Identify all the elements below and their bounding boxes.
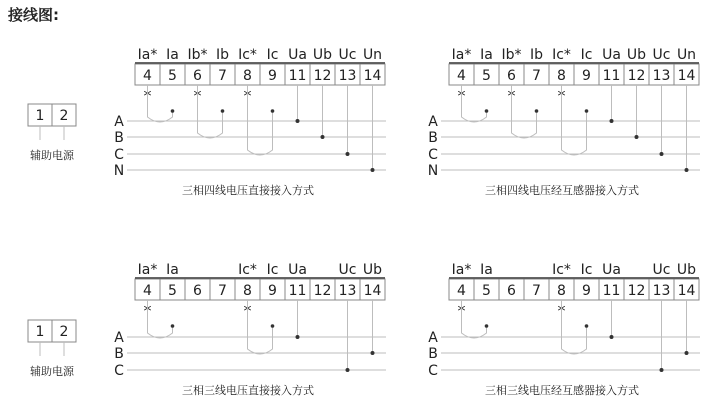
terminal-header-label: Ia xyxy=(480,47,493,63)
wiring-diagram-4 xyxy=(428,262,700,397)
terminal-header-label: Ic xyxy=(580,262,593,278)
junction-dot xyxy=(660,368,664,372)
terminal-header-label: Ub xyxy=(626,47,647,63)
terminal-number: 12 xyxy=(627,283,646,299)
terminal-number: 14 xyxy=(677,68,696,84)
terminal-number: 13 xyxy=(338,283,357,299)
terminal-header-label: Ia* xyxy=(451,262,472,278)
auxiliary-power-block-1 xyxy=(28,104,76,162)
phase-label: C xyxy=(114,147,124,163)
terminal-header-label: Ic xyxy=(266,47,279,63)
terminal-number: 5 xyxy=(168,68,177,84)
power-caption: 辅助电源 xyxy=(30,365,74,378)
terminal-header-label: Ia xyxy=(166,47,179,63)
polarity-star: * xyxy=(557,86,566,105)
terminal-number: 13 xyxy=(652,283,671,299)
terminal-header-label: Ib* xyxy=(501,47,522,63)
terminal-number: 11 xyxy=(602,283,621,299)
power-terminal-number: 2 xyxy=(59,324,69,340)
terminal-number: 6 xyxy=(193,283,202,299)
terminal-header-label: Ua xyxy=(288,47,307,63)
terminal-number: 11 xyxy=(602,68,621,84)
junction-dot xyxy=(296,119,300,123)
terminal-header-label: Un xyxy=(676,47,697,63)
terminal-number: 12 xyxy=(313,68,332,84)
junction-dot xyxy=(485,324,489,328)
junction-dot xyxy=(171,109,175,113)
terminal-header-label: Ia xyxy=(480,262,493,278)
terminal-number: 5 xyxy=(168,283,177,299)
polarity-star: * xyxy=(193,86,202,105)
terminal-number: 12 xyxy=(313,283,332,299)
phase-label: A xyxy=(428,330,438,346)
phase-label: B xyxy=(428,346,438,362)
terminal-number: 9 xyxy=(268,68,277,84)
diagram-caption: 三相四线电压直接接入方式 xyxy=(182,184,314,197)
phase-label: C xyxy=(428,363,438,379)
phase-label: A xyxy=(114,114,124,130)
phase-label: A xyxy=(114,330,124,346)
junction-dot xyxy=(346,152,350,156)
polarity-star: * xyxy=(557,301,566,320)
terminal-header-label: Ib* xyxy=(187,47,208,63)
junction-dot xyxy=(485,109,489,113)
junction-dot xyxy=(585,109,589,113)
terminal-number: 7 xyxy=(532,68,541,84)
terminal-number: 9 xyxy=(582,283,591,299)
phase-label: N xyxy=(427,163,439,179)
terminal-number: 8 xyxy=(243,68,252,84)
terminal-header-label: Ia* xyxy=(137,262,158,278)
terminal-number: 11 xyxy=(288,68,307,84)
junction-dot xyxy=(171,324,175,328)
phase-label: B xyxy=(114,130,124,146)
polarity-star: * xyxy=(143,301,152,320)
terminal-number: 6 xyxy=(507,68,516,84)
junction-dot xyxy=(585,324,589,328)
terminal-number: 6 xyxy=(193,68,202,84)
junction-dot xyxy=(346,368,350,372)
terminal-number: 5 xyxy=(482,283,491,299)
terminal-number: 8 xyxy=(243,283,252,299)
wiring-diagram-2 xyxy=(428,47,700,197)
terminal-header-label: Ib xyxy=(529,47,544,63)
terminal-number: 6 xyxy=(507,283,516,299)
polarity-star: * xyxy=(243,86,252,105)
terminal-header-label: Ub xyxy=(312,47,333,63)
terminal-header-label: Un xyxy=(362,47,383,63)
power-terminal-number: 2 xyxy=(59,108,69,124)
terminal-number: 7 xyxy=(532,283,541,299)
diagram-caption: 三相三线电压经互感器接入方式 xyxy=(485,384,639,397)
junction-dot xyxy=(610,119,614,123)
junction-dot xyxy=(685,168,689,172)
phase-label: B xyxy=(428,130,438,146)
terminal-number: 13 xyxy=(652,68,671,84)
junction-dot xyxy=(685,351,689,355)
terminal-number: 9 xyxy=(268,283,277,299)
wiring-diagram-1 xyxy=(114,47,386,197)
terminal-header-label: Ua xyxy=(602,262,621,278)
junction-dot xyxy=(296,335,300,339)
terminal-number: 4 xyxy=(143,68,152,84)
polarity-star: * xyxy=(507,86,516,105)
phase-label: C xyxy=(114,363,124,379)
terminal-header-label: Ic xyxy=(266,262,279,278)
terminal-header-label: Ua xyxy=(288,262,307,278)
terminal-header-label: Ib xyxy=(215,47,230,63)
diagram-caption: 三相四线电压经互感器接入方式 xyxy=(485,184,639,197)
terminal-header-label: Ic* xyxy=(552,262,571,278)
polarity-star: * xyxy=(143,86,152,105)
junction-dot xyxy=(271,109,275,113)
phase-label: B xyxy=(114,346,124,362)
terminal-header-label: Ic* xyxy=(238,262,257,278)
junction-dot xyxy=(610,335,614,339)
terminal-number: 14 xyxy=(363,68,382,84)
phase-label: C xyxy=(428,147,438,163)
junction-dot xyxy=(221,109,225,113)
phase-label: N xyxy=(113,163,125,179)
terminal-number: 11 xyxy=(288,283,307,299)
power-terminal-number: 1 xyxy=(35,324,45,340)
terminal-header-label: Ic* xyxy=(238,47,257,63)
junction-dot xyxy=(371,351,375,355)
terminal-header-label: Ic* xyxy=(552,47,571,63)
terminal-header-label: Uc xyxy=(338,262,357,278)
terminal-number: 4 xyxy=(143,283,152,299)
diagram-caption: 三相三线电压直接接入方式 xyxy=(182,384,314,397)
terminal-number: 7 xyxy=(218,68,227,84)
power-terminal-number: 1 xyxy=(35,108,45,124)
terminal-header-label: Uc xyxy=(652,47,671,63)
terminal-header-label: Ub xyxy=(676,262,697,278)
page-title: 接线图: xyxy=(8,6,59,24)
junction-dot xyxy=(660,152,664,156)
terminal-header-label: Ua xyxy=(602,47,621,63)
terminal-number: 7 xyxy=(218,283,227,299)
terminal-header-label: Ic xyxy=(580,47,593,63)
polarity-star: * xyxy=(457,301,466,320)
power-caption: 辅助电源 xyxy=(30,149,74,162)
junction-dot xyxy=(371,168,375,172)
terminal-number: 13 xyxy=(338,68,357,84)
terminal-header-label: Ia* xyxy=(137,47,158,63)
junction-dot xyxy=(535,109,539,113)
terminal-header-label: Ia* xyxy=(451,47,472,63)
wiring-diagram-3 xyxy=(114,262,386,397)
terminal-number: 12 xyxy=(627,68,646,84)
terminal-number: 14 xyxy=(363,283,382,299)
terminal-number: 8 xyxy=(557,68,566,84)
terminal-header-label: Ub xyxy=(362,262,383,278)
junction-dot xyxy=(321,135,325,139)
terminal-number: 4 xyxy=(457,68,466,84)
terminal-number: 5 xyxy=(482,68,491,84)
terminal-number: 14 xyxy=(677,283,696,299)
terminal-number: 8 xyxy=(557,283,566,299)
junction-dot xyxy=(635,135,639,139)
terminal-number: 9 xyxy=(582,68,591,84)
auxiliary-power-block-2 xyxy=(28,320,76,378)
terminal-header-label: Ia xyxy=(166,262,179,278)
phase-label: A xyxy=(428,114,438,130)
polarity-star: * xyxy=(243,301,252,320)
terminal-header-label: Uc xyxy=(652,262,671,278)
terminal-number: 4 xyxy=(457,283,466,299)
terminal-header-label: Uc xyxy=(338,47,357,63)
junction-dot xyxy=(271,324,275,328)
polarity-star: * xyxy=(457,86,466,105)
